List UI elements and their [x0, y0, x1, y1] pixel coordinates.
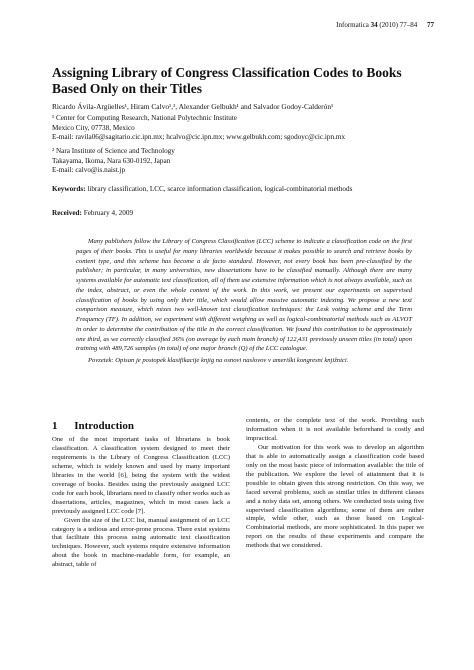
paragraph: contents, or the complete text of the work. Providing such information when it is not available beforehand is costly and impractical. — [246, 417, 424, 442]
paragraph: Given the size of the LCC list, manual assignment of an LCC category is a tedious and error-prone process. There exist systems that facilitate this process using automatic text classification techniques. However, such systems require extensive information about the book in machine-readable form, for example, an abstract, table of — [52, 516, 230, 569]
journal-year-pages: (2010) 77–84 — [379, 21, 418, 29]
affiliation-line: ² Nara Institute of Science and Technology — [52, 147, 175, 155]
right-column — [246, 417, 424, 551]
abstract-text: Many publishers follow the Library of Congress Classification (LCC) scheme to indicate a classification code on the first pages of their books. This is useful for many libraries worldwide because it makes possible to search and retrieve books by content type, and this scheme has become a de facto standard. However, not every book has been pre-classified by the publisher; in particular, in many universities, new dissertations have to be classified manually. Although there are many systems available for automatic text classification, all of them use extensive information which is not always available, such as the index, abstract, or even the whole content of the work. In this work, we present our experiments on supervised classification of books by using only their title, which would allow massive automatic indexing. We propose a new text comparison measure, which mixes two well-known text classification techniques: the Lesk voting scheme and the Term Frequency (TF). In addition, we experiment with different weighing as well as logical-combinatorial methods such as ALVOT in order to determine the contribution of the title in the correct classification. We found this contribution to be approximately one third, as we correctly classified 36% (on average by each main branch) of 122,431 previously unseen titles (in total) upon training with 489,726 samples (in total) of one major branch (Q) of the LCC catalogue. — [76, 238, 412, 353]
running-header — [336, 21, 434, 29]
section-number: 1 — [52, 420, 58, 432]
paragraph: One of the most important tasks of librarians is book classification. A classification system designed to meet their requirements is the Library of Congress Classification (LCC) scheme, which is widely known and used by many important libraries in the world [6], being the system with the widest coverage of books. Besides using the previously assigned LCC code for each book, librarians need to classify other works such as dissertations, articles, magazines, which in most cases lack a previously assigned LCC code [7]. — [52, 436, 230, 515]
paper-title — [52, 65, 432, 97]
affiliation-line: Mexico City, 07738, Mexico — [52, 123, 135, 132]
page-number: 77 — [427, 21, 434, 29]
title-line: Based Only on their Titles — [52, 81, 203, 96]
affiliation-2 — [52, 147, 452, 176]
journal-name: Informatica — [336, 21, 369, 29]
affiliation-1 — [52, 114, 452, 143]
affiliation-line: E-mail: calvo@is.naist.jp — [52, 166, 126, 175]
keywords — [52, 185, 352, 193]
title-line: Assigning Library of Congress Classification Codes to Books — [52, 65, 402, 80]
keywords-text: library classification, LCC, scarce information classification, logical-combinatorial methods — [87, 185, 353, 193]
received-label: Received: — [52, 209, 82, 217]
affiliation-line: Takayama, Ikoma, Nara 630-0192, Japan — [52, 156, 171, 165]
keywords-label: Keywords: — [52, 185, 86, 193]
received-text: February 4, 2009 — [83, 209, 134, 217]
author-list: Ricardo Ávila-Argüelles¹, Hiram Calvo¹,², Alexander Gelbukh¹ and Salvador Godoy-Calderón¹ — [52, 102, 334, 111]
received-date — [52, 209, 133, 217]
paragraph: Our motivation for this work was to develop an algorithm that is able to automatically assign a classification code based only on the most basic piece of information available: the title of the publication. We explore the level of attainment that it is possible to obtain given this strong restriction. On this way, we faced several problems, such as similar titles in different classes and a noisy data set, among others. We conducted tests using five supervised classification algorithms; some of them are rather simple, while other, such as those based on Logical-Combinatorial methods, are more sophisticated. In this paper we report on the results of these experiments and compare the methods that we considered. — [246, 443, 424, 550]
journal-volume: 34 — [370, 21, 378, 29]
affiliation-line: E-mail: ravila06@sagitario.cic.ipn.mx; hcalvo@cic.ipn.mx; www.gelbukh.com; sgodoyc@cic.ipn.mx — [52, 133, 346, 142]
section-title: Introduction — [74, 420, 134, 432]
left-column — [52, 436, 230, 570]
affiliation-line: ¹ Center for Computing Research, National Polytechnic Institute — [52, 114, 237, 122]
section-heading — [52, 420, 134, 432]
abstract — [76, 237, 412, 366]
povzetek-text: Povzetek: Opisan je postopek klasifikacije knjig na osnovi naslovov v ameriški kongresni knjižnici. — [88, 357, 349, 364]
